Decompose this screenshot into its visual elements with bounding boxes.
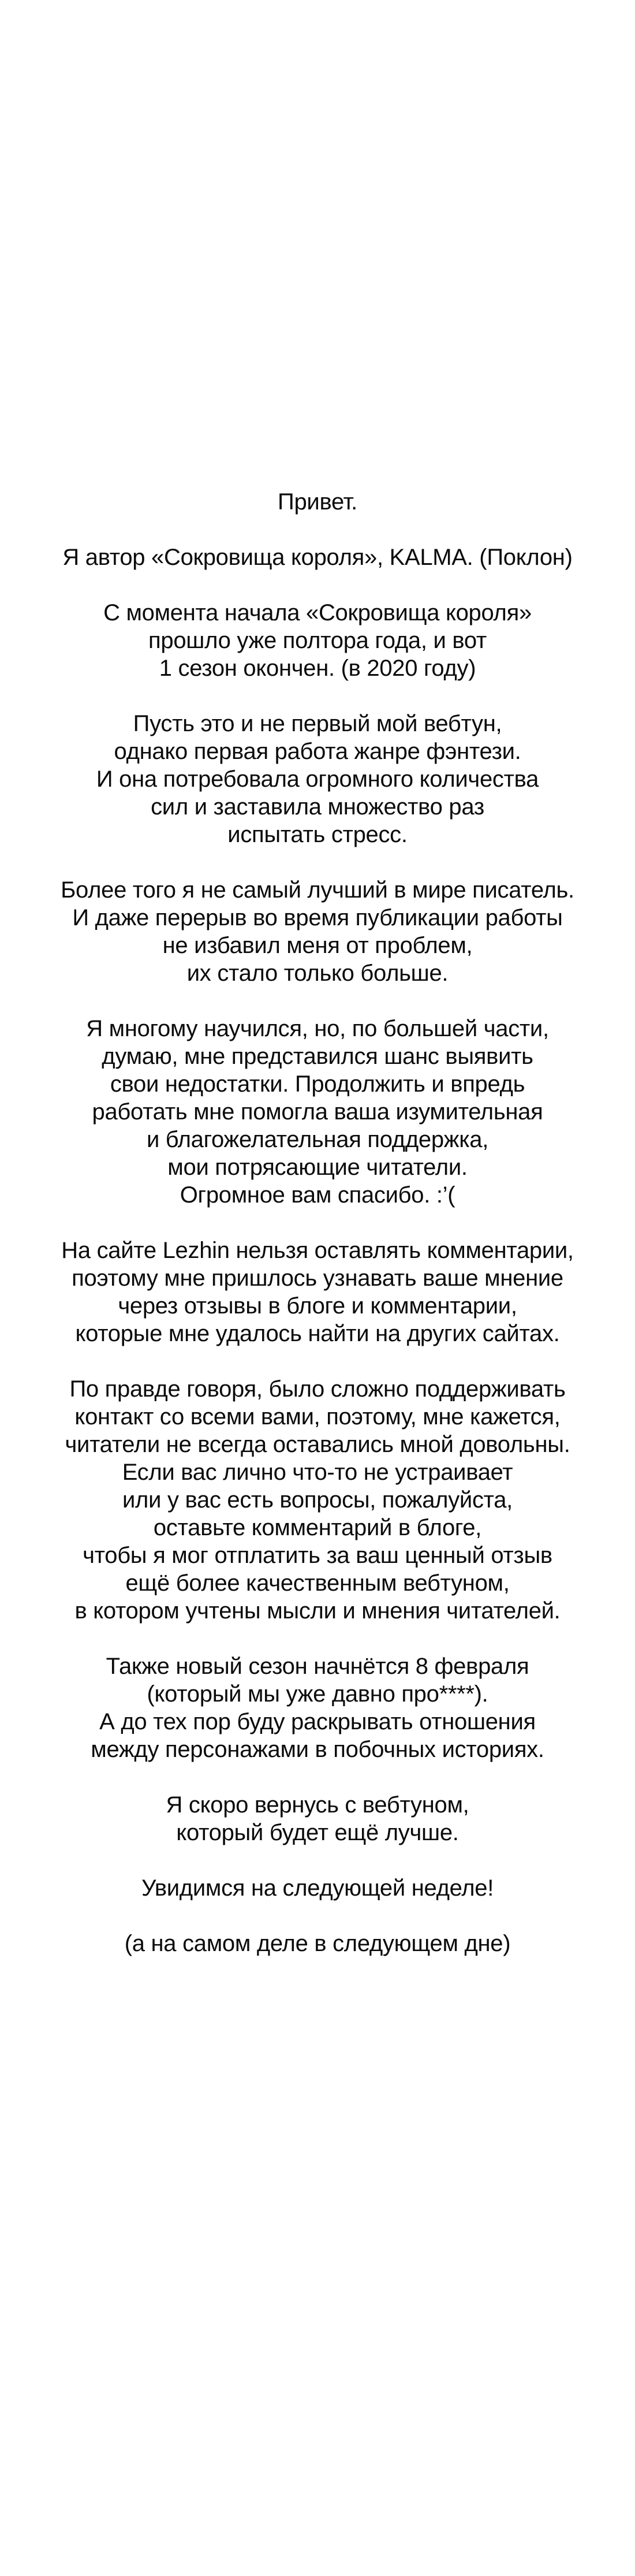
note-line: А до тех пор буду раскрывать отношения: [99, 1709, 536, 1734]
note-line: Привет.: [278, 489, 357, 515]
note-line: испытать стресс.: [227, 822, 408, 847]
author-note-text: [0, 488, 635, 1957]
note-line: И даже перерыв во время публикации работы: [72, 905, 563, 930]
note-line: через отзывы в блоге и комментарии,: [118, 1293, 517, 1319]
note-line: Пусть это и не первый мой вебтун,: [133, 711, 502, 736]
note-paragraph: [0, 1237, 635, 1347]
note-line: мои потрясающие читатели.: [167, 1155, 468, 1180]
note-line: оставьте комментарий в блоге,: [153, 1515, 482, 1540]
note-paragraph: [0, 876, 635, 987]
note-paragraph: [0, 1375, 635, 1625]
note-line: Если вас лично что-то не устраивает: [122, 1460, 513, 1485]
note-line: их стало только больше.: [186, 961, 449, 986]
note-line: Также новый сезон начнётся 8 февраля: [106, 1654, 529, 1679]
note-line: Огромное вам спасибо. :’(: [180, 1182, 455, 1208]
note-line: однако первая работа жанре фэнтези.: [114, 739, 521, 764]
note-paragraph: [0, 1930, 635, 1957]
note-line: С момента начала «Сокровища короля»: [103, 600, 532, 626]
note-line: работать мне помогла ваша изумительная: [92, 1099, 543, 1125]
note-line: сил и заставила множество раз: [151, 794, 484, 820]
note-line: не избавил меня от проблем,: [162, 933, 473, 958]
note-line: и благожелательная поддержка,: [146, 1127, 489, 1152]
note-paragraph: [0, 1652, 635, 1763]
note-line: И она потребовала огромного количества: [96, 766, 539, 792]
note-line: который будет ещё лучше.: [176, 1820, 459, 1845]
note-line: в котором учтены мысли и мнения читателей.: [74, 1598, 561, 1624]
note-paragraph: [0, 1015, 635, 1209]
note-line: На сайте Lezhin нельзя оставлять комментарии,: [61, 1238, 574, 1263]
note-line: поэтому мне пришлось узнавать ваше мнение: [72, 1265, 563, 1291]
note-line: Я скоро вернусь с вебтуном,: [166, 1792, 469, 1818]
note-paragraph: [0, 488, 635, 516]
note-paragraph: [0, 1874, 635, 1902]
note-line: (который мы уже давно про****).: [147, 1681, 488, 1707]
note-line: читатели не всегда оставались мной довольны.: [65, 1432, 570, 1457]
note-paragraph: [0, 599, 635, 682]
note-line: Более того я не самый лучший в мире писатель.: [61, 877, 574, 903]
note-paragraph: [0, 544, 635, 571]
note-line: которые мне удалось найти на других сайтах.: [75, 1321, 560, 1346]
note-line: прошло уже полтора года, и вот: [148, 628, 487, 653]
note-line: или у вас есть вопросы, пожалуйста,: [122, 1487, 513, 1513]
note-line: ещё более качественным вебтуном,: [125, 1570, 510, 1596]
note-line: Я автор «Сокровища короля», KALMA. (Поклон): [62, 545, 573, 570]
note-line: чтобы я мог отплатить за ваш ценный отзыв: [83, 1543, 552, 1568]
note-paragraph: [0, 1791, 635, 1847]
note-line: свои недостатки. Продолжить и впредь: [110, 1071, 525, 1097]
note-line: 1 сезон окончен. (в 2020 году): [159, 656, 476, 681]
note-line: (а на самом деле в следующем дне): [124, 1931, 511, 1956]
note-line: Увидимся на следующей неделе!: [141, 1875, 494, 1901]
note-line: контакт со всеми вами, поэтому, мне кажется,: [74, 1404, 561, 1430]
note-line: Я многому научился, но, по большей части,: [86, 1016, 549, 1041]
note-paragraph: [0, 710, 635, 848]
note-line: между персонажами в побочных историях.: [91, 1737, 544, 1762]
note-line: думаю, мне представился шанс выявить: [102, 1044, 533, 1069]
note-line: По правде говоря, было сложно поддерживать: [69, 1376, 566, 1402]
